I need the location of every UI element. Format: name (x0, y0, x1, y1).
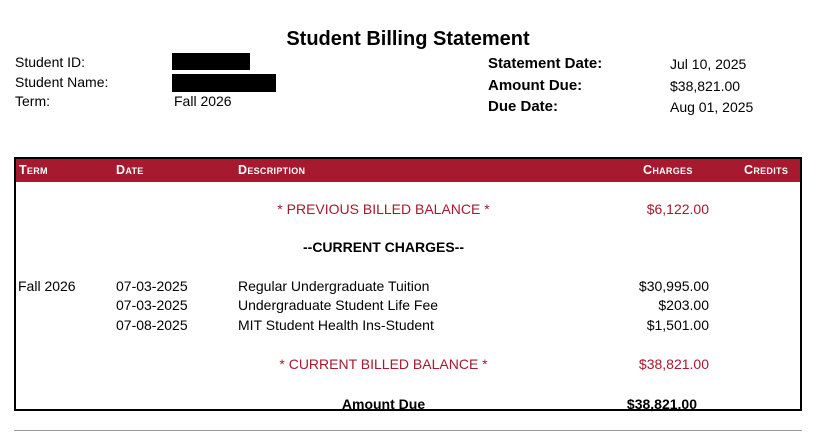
term-label: Term: (15, 93, 50, 109)
amount-due-label: Amount Due: (488, 77, 583, 94)
amount-due-row-amount: $38,821.00 (626, 396, 697, 412)
student-name-label: Student Name: (15, 74, 109, 90)
row-1-term: Fall 2026 (18, 278, 76, 294)
current-charges-heading: --CURRENT CHARGES-- (303, 239, 464, 255)
row-2-date: 07-03-2025 (116, 297, 188, 313)
student-id-label: Student ID: (15, 54, 86, 70)
current-balance-label: * CURRENT BILLED BALANCE * (279, 356, 488, 372)
bottom-divider (14, 430, 802, 431)
header-charges: Charges (643, 163, 693, 177)
statement-date-label: Statement Date: (488, 55, 603, 72)
row-3-description: MIT Student Health Ins-Student (238, 317, 434, 333)
billing-table (14, 157, 802, 411)
row-1-charges: $30,995.00 (638, 278, 709, 294)
row-1-date: 07-03-2025 (116, 278, 188, 294)
current-balance-amount: $38,821.00 (638, 356, 709, 372)
row-2-description: Undergraduate Student Life Fee (238, 297, 439, 313)
term-value: Fall 2026 (174, 93, 232, 109)
table-header (16, 159, 800, 182)
due-date-value: Aug 01, 2025 (670, 99, 754, 115)
row-3-charges: $1,501.00 (646, 317, 709, 333)
row-3-date: 07-08-2025 (116, 317, 188, 333)
row-1-description: Regular Undergraduate Tuition (238, 278, 430, 294)
student-name-redacted (172, 74, 276, 92)
amount-due-row-label: Amount Due (341, 396, 426, 412)
page-title: Student Billing Statement (286, 28, 530, 50)
row-2-charges: $203.00 (658, 297, 709, 313)
header-term: Term (19, 163, 48, 177)
previous-balance-label: * PREVIOUS BILLED BALANCE * (277, 201, 490, 217)
due-date-label: Due Date: (488, 98, 559, 115)
header-description: Description (238, 163, 306, 177)
student-id-redacted (172, 53, 250, 70)
statement-date-value: Jul 10, 2025 (670, 56, 747, 72)
amount-due-value: $38,821.00 (670, 78, 741, 94)
previous-balance-amount: $6,122.00 (646, 201, 709, 217)
header-credits: Credits (744, 163, 789, 177)
header-date: Date (116, 163, 144, 177)
